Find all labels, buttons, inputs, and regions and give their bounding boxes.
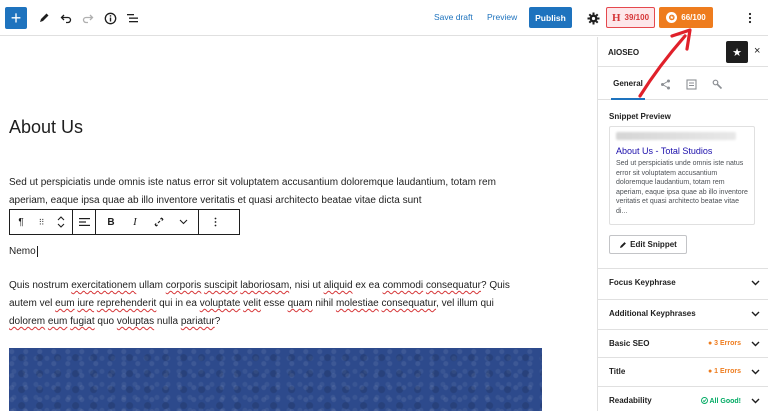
drag-handle-icon[interactable]: ⠿	[38, 217, 44, 227]
schema-icon	[686, 79, 697, 90]
tab-schema[interactable]	[684, 77, 698, 91]
tools-button[interactable]	[34, 8, 54, 28]
panel-label: Additional Keyphrases	[609, 309, 696, 318]
bold-button[interactable]: B	[107, 216, 115, 228]
panel-title[interactable]	[598, 357, 768, 384]
headline-score: 39/100	[624, 13, 650, 22]
aioseo-logo-icon: ✪	[666, 12, 677, 23]
editor-canvas	[0, 37, 597, 411]
save-draft-button[interactable]: Save draft	[434, 12, 473, 22]
pen-icon	[38, 12, 50, 24]
star-icon: ★	[732, 46, 742, 59]
chevron-down-icon	[750, 395, 761, 406]
list-view-button[interactable]	[122, 8, 142, 28]
sidebar-header	[598, 37, 768, 67]
tab-general[interactable]: General	[611, 68, 645, 100]
more-vertical-icon[interactable]	[208, 215, 222, 229]
panel-basic-seo[interactable]	[598, 329, 768, 356]
text-cursor	[37, 246, 38, 257]
sidebar-title: AIOSEO	[608, 48, 640, 57]
add-block-button[interactable]	[5, 7, 27, 29]
headline-letter: H	[611, 11, 621, 24]
block-type-group	[10, 210, 73, 234]
link-icon[interactable]	[152, 215, 166, 229]
close-icon[interactable]: ×	[754, 45, 761, 57]
more-group	[199, 210, 231, 234]
paragraph-text: Nemo	[9, 246, 36, 257]
snippet-url-blurred	[616, 132, 736, 140]
headline-score-button[interactable]	[606, 7, 655, 28]
image-block[interactable]	[9, 348, 542, 411]
undo-button[interactable]	[56, 8, 76, 28]
panel-readability[interactable]	[598, 386, 768, 411]
snippet-description: Sed ut perspiciatis unde omnis iste natus error sit voluptatem accusantium doloremque laudantium, totam rem aperiam, eaque ipsa quae ab illo inventore veritatis et quasi architecto beatae vitae di...	[616, 160, 748, 215]
sidebar-tabs	[598, 68, 768, 100]
check-circle-icon	[701, 397, 708, 404]
paragraph-block[interactable]: Quis nostrum exercitationem ullam corporis suscipit laboriosam, nisi ut aliquid ex ea commodi consequatur? Quis autem vel eum iure reprehenderit qui in ea voluptate velit esse quam nihil molestiae consequatur, vel illum qui dolorem eum fugiat quo voluptas nulla pariatur?	[9, 280, 510, 327]
undo-icon	[60, 12, 72, 24]
tab-social[interactable]	[658, 77, 672, 91]
gear-icon	[587, 12, 600, 25]
edit-snippet-label: Edit Snippet	[630, 240, 677, 249]
panel-focus-keyphrase[interactable]	[598, 268, 768, 295]
seo-score: 66/100	[681, 13, 706, 22]
panel-label: Readability	[609, 396, 652, 405]
panel-label: Basic SEO	[609, 339, 650, 348]
paragraph-icon[interactable]: ¶	[18, 216, 24, 228]
format-group	[96, 210, 199, 234]
panel-additional-keyphrases[interactable]	[598, 299, 768, 326]
options-button[interactable]	[740, 8, 760, 28]
status-badge: All Good!	[701, 397, 741, 405]
wrench-icon	[712, 79, 723, 90]
pencil-icon	[619, 241, 627, 249]
aioseo-score-button[interactable]	[659, 7, 713, 28]
tab-advanced[interactable]	[710, 77, 724, 91]
redo-icon	[82, 12, 94, 24]
snippet-preview-title: Snippet Preview	[609, 112, 671, 121]
preview-button[interactable]: Preview	[487, 12, 518, 22]
italic-button[interactable]: I	[133, 216, 137, 228]
redo-button[interactable]	[78, 8, 98, 28]
paragraph-block-active[interactable]	[9, 243, 529, 261]
details-button[interactable]	[100, 8, 120, 28]
settings-button[interactable]	[583, 8, 603, 28]
align-left-icon[interactable]	[77, 215, 91, 229]
edit-snippet-button[interactable]	[609, 235, 687, 254]
chevron-down-icon	[750, 308, 761, 319]
chevron-down-icon	[750, 366, 761, 377]
block-toolbar	[9, 209, 240, 235]
align-group	[73, 210, 96, 234]
chevron-down-icon	[750, 277, 761, 288]
more-vertical-icon	[748, 12, 752, 24]
move-up-down-icon[interactable]	[54, 215, 68, 229]
panel-label: Focus Keyphrase	[609, 278, 676, 287]
aioseo-sidebar	[597, 37, 768, 411]
info-icon	[104, 12, 117, 25]
snippet-preview-card	[609, 126, 755, 225]
snippet-title: About Us - Total Studios	[616, 146, 713, 156]
chevron-down-icon[interactable]	[176, 215, 190, 229]
list-view-icon	[126, 12, 139, 24]
status-badge: ● 3 Errors	[707, 340, 741, 347]
editor-top-toolbar	[0, 0, 768, 36]
plus-icon: +	[10, 8, 22, 28]
pin-sidebar-button[interactable]	[726, 41, 748, 63]
share-icon	[660, 79, 671, 90]
post-title[interactable]: About Us	[9, 117, 84, 137]
paragraph-block[interactable]: Sed ut perspiciatis unde omnis iste natus error sit voluptatem accusantium doloremque laudantium, totam rem aperiam, eaque ipsa quae ab illo inventore veritatis et quasi architecto beatae vitae dicta sunt	[9, 177, 496, 206]
chevron-down-icon	[750, 338, 761, 349]
status-badge: ● 1 Errors	[707, 368, 741, 375]
publish-button[interactable]: Publish	[529, 7, 572, 28]
panel-label: Title	[609, 367, 626, 376]
